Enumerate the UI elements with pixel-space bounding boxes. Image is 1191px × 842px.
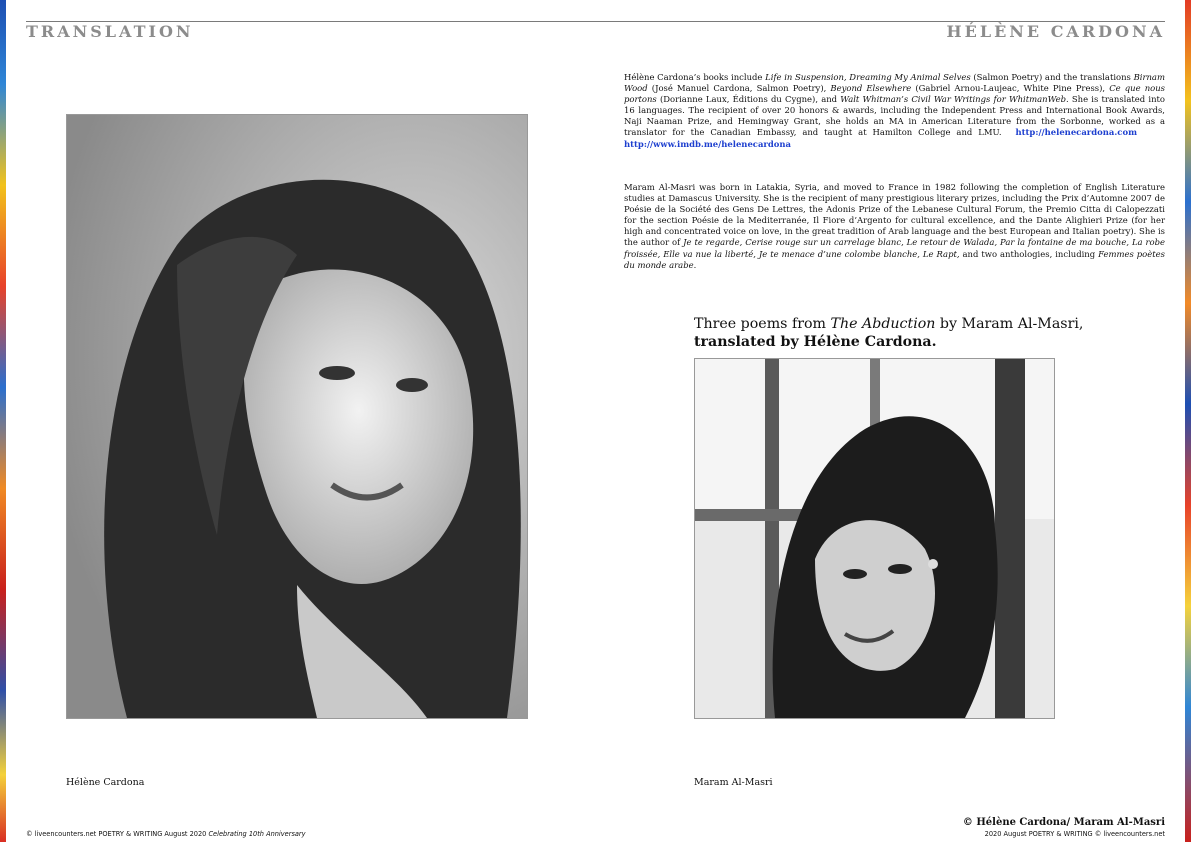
bio-text: . She is translated into 16 languages. The recipient of over 20 honors & awards, including the Independent Press and International Book Awards, Naji Naaman Prize, and Hemingway Grant, she holds an MA in American Literature from the Sorbonne, worked as a translator for the Canadian Embassy, and taught at Hamilton College and LMU. <box>624 94 1165 138</box>
poems-heading-line1: Three poems from The Abduction by Maram Al-Masri, <box>694 316 1084 332</box>
decorative-edge-right <box>1185 0 1191 842</box>
caption-maram-al-masri: Maram Al-Masri <box>694 777 773 788</box>
bio-maram-al-masri <box>624 182 1165 271</box>
book-title: Beyond Elsewhere <box>830 83 912 94</box>
anthology-title: Femmes poètes du monde arabe <box>624 248 1165 270</box>
footer-right: 2020 August POETRY & WRITING © liveencounters.net <box>984 830 1165 838</box>
bio-text: (Salmon Poetry) and the translations <box>970 72 1134 82</box>
poems-heading <box>694 315 1114 351</box>
book-title: Walt Whitman’s Civil War Writings for WhitmanWeb <box>840 94 1066 105</box>
bio-text: Maram Al-Masri was born in Latakia, Syria, and moved to France in 1982 following the completion of English Literature studies at Damascus University. She is the recipient of many prestigious literary prizes, including the Prix d’Automne 2007 de Poésie de la Société des Gens De Lettres, the Adonis Prize of the Lebanese Cultural Forum, the Premio Citta di Calopezzati for the section Poésie de la Mediterranée, Il Fiore d’Argento for cultural excellence, and the Dante Alighieri Prize (for her high and concentrated voice on love, in the great tradition of Arab language and the best European and Italian poetry). She is the author of <box>624 182 1165 248</box>
bio-helene-cardona <box>624 72 1165 150</box>
section-title: TRANSLATION <box>26 22 194 41</box>
book-title: Ce que nous portons <box>624 83 1165 105</box>
bio-text: . <box>693 259 697 270</box>
copyright-notice: © Hélène Cardona/ Maram Al-Masri <box>962 817 1165 828</box>
portrait-maram-al-masri <box>694 358 1055 719</box>
author-title: HÉLÈNE CARDONA <box>946 22 1165 41</box>
book-title: The Abduction <box>830 316 936 332</box>
bio-text: (Dorianne Laux, Éditions du Cygne), and <box>656 94 841 105</box>
footer-left: © liveencounters.net POETRY & WRITING August 2020 Celebrating 10th Anniversary <box>26 830 306 838</box>
bio-text: Hélène Cardona’s books include <box>624 72 766 82</box>
portrait-helene-cardona <box>66 114 528 719</box>
bio-text: (Gabriel Arnou-Laujeac, White Pine Press), <box>911 83 1110 94</box>
book-title: Birnam Wood <box>624 72 1165 94</box>
anniversary-note: Celebrating 10th Anniversary <box>208 830 306 838</box>
decorative-edge-left <box>0 0 6 842</box>
imdb-link[interactable]: http://www.imdb.me/helenecardona <box>624 138 791 149</box>
bio-text: (José Manuel Cardona, Salmon Poetry), <box>647 83 831 94</box>
poems-heading-line2: translated by Hélène Cardona. <box>694 334 937 350</box>
book-titles: Je te regarde, Cerise rouge sur un carrelage blanc, Le retour de Walada, Par la fontaine de ma bouche, La robe froissée, Elle va nue la liberté, Je te menace d’une colombe blanche, Le Rapt, <box>624 237 1165 259</box>
caption-helene-cardona: Hélène Cardona <box>66 777 145 788</box>
website-link[interactable]: http://helenecardona.com <box>1015 127 1137 138</box>
book-title: Life in Suspension, Dreaming My Animal Selves <box>765 72 971 82</box>
bio-text: and two anthologies, including <box>959 248 1099 259</box>
